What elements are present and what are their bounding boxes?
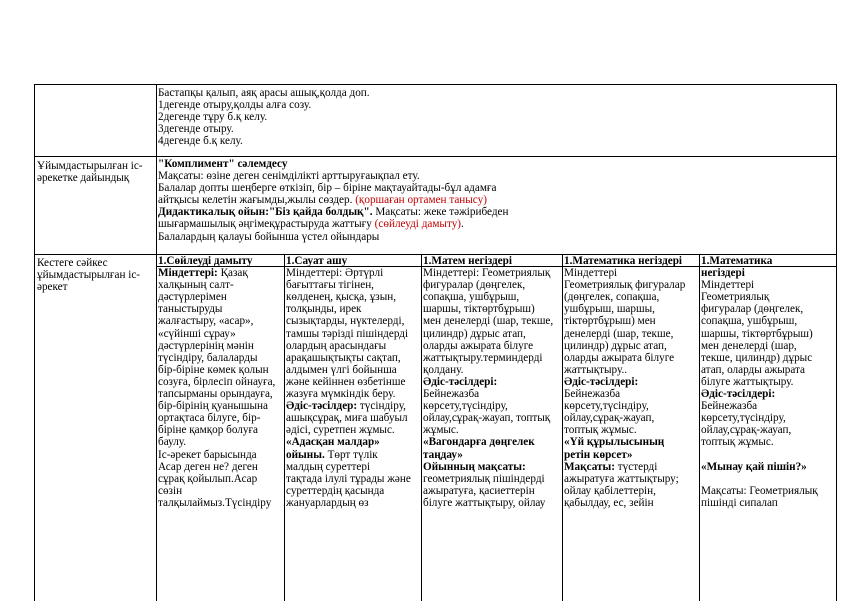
text-line: [158, 436, 283, 448]
text-line: [286, 267, 420, 279]
plain-text: ойлау,сұрақ-жауап, топтық: [423, 412, 551, 425]
bold-text: ретін көрсет»: [564, 448, 633, 461]
plain-text: халқының салт-: [158, 279, 234, 292]
text-line: [423, 412, 561, 424]
plain-text: Бейнежазба: [564, 388, 621, 401]
text-line: [286, 497, 420, 509]
plain-text: алдымен үлгі бойынша: [286, 363, 397, 376]
plain-text: ойлау,сұрақ-жауап,: [564, 412, 655, 425]
preparation-content: "Комплимент" сәлемдесу Мақсаты: өзіне деген сенімділікті арттыруғаықпал ету. Балалар допты шеңберге өткізіп, бір – біріне мақтауайтады-бұл адамға айтқысы келетін жағымды,жылы сөздер. (қоршаған ортамен танысу) Дидактикалық ойын:"Біз қайда болдық". Мақсаты: жеке тәжірибеден шығармашылық әңгімеқұрастыруда жаттығу (сөйлеуді дамыту). Балалардың қалауы бойынша үстел ойындары: [158, 158, 834, 243]
text-line: [423, 461, 561, 473]
text-line: [564, 388, 698, 400]
plain-text: көлденең, қысқа, ұзын,: [286, 291, 397, 304]
plain-text: ойлау қабілеттерін,: [564, 484, 656, 497]
text-line: [564, 461, 698, 473]
text-line: [701, 352, 835, 364]
subject-tag: (сөйлеуді дамыту): [374, 218, 462, 231]
activity-math-basics: [423, 255, 561, 509]
text-line: [158, 473, 283, 485]
plain-text: «сүйінші сұрау»: [158, 327, 236, 340]
text-line: [158, 267, 283, 279]
plain-text: шаршы, тіктөртбұрыш): [423, 303, 535, 316]
text-line: [423, 485, 561, 497]
text-line: [701, 376, 835, 388]
text-line: [701, 303, 835, 315]
bold-text: таңдау»: [423, 448, 463, 461]
text-line: [158, 279, 283, 291]
plain-text: цилиндр) дұрыс атап,: [423, 327, 526, 340]
text-line: [564, 436, 698, 448]
text-line: Балалар допты шеңберге өткізіп, бір – біріне мақтауайтады-бұл адамға: [158, 182, 497, 195]
bold-text: «Мынау қай пішін?»: [701, 460, 807, 473]
plain-text: (дөңгелек, сопақша,: [564, 291, 660, 304]
text-line: [158, 388, 283, 400]
text-line: [158, 412, 283, 424]
text-line: [423, 436, 561, 448]
text-line: [286, 424, 420, 436]
plain-text: тақтада ілулі тұрады және: [286, 472, 411, 485]
text-line: [423, 352, 561, 364]
text-line: 2дегенде тұру б.қ келу.: [158, 111, 268, 124]
plain-text: дәстүрлерімен: [158, 291, 227, 304]
text-line: [701, 291, 835, 303]
text-line: [701, 328, 835, 340]
text-line: [564, 303, 698, 315]
plain-text: жаттықтыру.терминдерді: [423, 351, 543, 364]
plain-text: дәстүрлерінің мәнін: [158, 339, 254, 352]
plain-text: фигуралар (дөңгелек,: [423, 279, 526, 292]
plain-text: фигуралар (дөңгелек,: [701, 303, 804, 316]
plain-text: тамшы тәрізді пішіндерді: [286, 327, 409, 340]
plain-text: оларды ажырата білуге: [423, 339, 534, 352]
text-line: [423, 424, 561, 436]
text-line: [286, 376, 420, 388]
text-line: [564, 412, 698, 424]
plain-text: пішінді сипалап: [701, 496, 778, 509]
text-line: [423, 473, 561, 485]
text-line: [286, 315, 420, 327]
text-line: [701, 424, 835, 436]
plain-text: Асар деген не? деген: [158, 460, 258, 473]
text-line: Балалардың қалауы бойынша үстел ойындары: [158, 230, 380, 243]
text-line: [423, 340, 561, 352]
bold-text: 1.Сөйлеуді дамыту: [158, 255, 253, 267]
bold-text: Әдіс-тәсілдері:: [423, 375, 498, 388]
text-line: [701, 400, 835, 412]
plain-text: әдісі, суретпен жұмыс.: [286, 424, 395, 437]
text-line: [701, 267, 835, 279]
bold-text: Әдіс-тәсілдері:: [564, 375, 639, 388]
text-line: [158, 485, 283, 497]
text-line: [158, 340, 283, 352]
plain-text: көрсету,түсіндіру,: [423, 400, 508, 413]
text-line: [158, 424, 283, 436]
bold-text: «Үй құрылысының: [564, 436, 665, 449]
text-line: [286, 388, 420, 400]
text-line: [286, 461, 420, 473]
plain-text: Төрт түлік: [324, 448, 378, 461]
text-line: [564, 364, 698, 376]
row-label-preparation: Ұйымдастырылған іс- әрекетке дайындық: [37, 160, 143, 185]
bold-text: Ойынның мақсаты:: [423, 460, 526, 473]
plain-text: Іс-әрекет барысында: [158, 448, 257, 461]
column-divider: [421, 254, 422, 601]
text-line: [564, 340, 698, 352]
activity-literacy: [286, 255, 420, 509]
text-line: [423, 291, 561, 303]
plain-text: мен денелерді (шар, текше,: [423, 315, 554, 328]
text-line: [701, 436, 835, 448]
text-line: Бастапқы қалып, аяқ арасы ашық,қолда доп.: [158, 87, 370, 99]
text-line: [423, 303, 561, 315]
text-line: 4дегенде б.қ келу.: [158, 135, 243, 148]
text-line: [286, 449, 420, 461]
plain-text: бір-біріне көмек қолын: [158, 363, 269, 376]
plain-text: ойлау,сұрақ-жауап,: [701, 424, 792, 437]
text-line: [158, 400, 283, 412]
text-line: 1дегенде отыру,қолды алға созу.: [158, 99, 312, 112]
plain-text: арақашықтықты сақтап,: [286, 351, 401, 364]
text-line: [423, 449, 561, 461]
plain-text: суреттердің қасында: [286, 484, 385, 497]
activity-mathematics-basics: [564, 255, 698, 509]
plain-text: жаттықтыру..: [564, 363, 628, 376]
bold-text: «Вагондарға дөңгелек: [423, 436, 535, 449]
plain-text: бір-бірінің қуанышына: [158, 400, 268, 413]
plain-text: жалғастыру, «асар»,: [158, 315, 254, 328]
exercise-instructions: [158, 87, 834, 147]
text-line: [701, 255, 835, 267]
plain-text: бағыттағы тігінен,: [286, 279, 374, 292]
plain-text: атап, оларды ажырата: [701, 363, 806, 376]
text-line: [158, 461, 283, 473]
text-line: [564, 291, 698, 303]
column-divider: [284, 254, 285, 601]
bold-text: Әдіс-тәсілдер:: [286, 400, 358, 413]
schedule-table: [34, 84, 837, 601]
plain-text: ортақтаса білуге, бір-: [158, 412, 261, 425]
text-line: [286, 255, 420, 267]
plain-text: жазуға мүмкіндік беру.: [286, 388, 396, 401]
text-line: [701, 340, 835, 352]
row-divider: [34, 84, 837, 85]
plain-text: Қазақ: [217, 267, 248, 280]
text-line: [158, 449, 283, 461]
text-line: [158, 497, 283, 509]
plain-text: сұрақ қойылып.Асар: [158, 472, 258, 485]
plain-text: Міндеттері: [564, 267, 618, 280]
text-line: [423, 267, 561, 279]
plain-text: баулу.: [158, 436, 187, 449]
plain-text: таныстыруды: [158, 303, 223, 316]
bold-text: Міндеттері:: [158, 267, 218, 280]
text-line: [423, 497, 561, 509]
plain-text: талқылаймыз.Түсіндіру: [158, 496, 272, 509]
text-line: [286, 436, 420, 448]
plain-text: қолдану.: [423, 363, 464, 376]
column-divider: [156, 84, 157, 601]
plain-text: шаршы, тіктөртбұрыш): [701, 327, 813, 340]
plain-text: олардың арасындағы: [286, 339, 387, 352]
column-divider: [34, 84, 35, 601]
plain-text: білуге жаттықтыру.: [701, 375, 794, 388]
text-line: [158, 376, 283, 388]
plain-text: Геометриялық фигуралар: [564, 279, 686, 292]
text-line: [564, 473, 698, 485]
text-line: [286, 279, 420, 291]
plain-text: Міндеттері: Әртүрлі: [286, 267, 384, 280]
text-line: [423, 315, 561, 327]
plain-text: көрсету,түсіндіру,: [701, 412, 786, 425]
plain-text: түстерді: [614, 460, 658, 473]
plain-text: жұмыс.: [423, 424, 459, 437]
plain-text: сопақша, ушбұрыш,: [701, 315, 798, 328]
bold-text: Әдіс-тәсілдері:: [701, 388, 776, 401]
plain-text: денелерді (шар, текше,: [564, 327, 674, 340]
text-line: [158, 364, 283, 376]
greeting-title: "Комплимент" сәлемдесу: [158, 158, 288, 170]
plain-text: білуге жаттықтыру, ойлау: [423, 496, 546, 509]
bold-text: ойыны.: [286, 448, 325, 461]
text-line: [158, 315, 283, 327]
plain-text: Міндеттері: Геометриялық: [423, 267, 551, 280]
text-line: [158, 303, 283, 315]
plain-text: ажыратуға жаттықтыру;: [564, 472, 679, 485]
text-line: [564, 400, 698, 412]
text-line: [701, 279, 835, 291]
text-line: [423, 388, 561, 400]
bold-text: 1.Сауат ашу: [286, 255, 348, 267]
plain-text: ушбұрыш, шаршы,: [564, 303, 655, 316]
bold-text: Мақсаты:: [564, 460, 615, 473]
text-line: 3дегенде отыру.: [158, 123, 234, 136]
text-line: [158, 255, 283, 267]
text-line: [286, 473, 420, 485]
plain-text: Бейнежазба: [701, 400, 758, 413]
text-line: [564, 485, 698, 497]
text-line: [564, 352, 698, 364]
plain-text: сопақша, ушбұрыш,: [423, 291, 520, 304]
bold-text: 1.Математика: [701, 255, 773, 267]
row-label-scheduled-activity: Кестеге сәйкес ұйымдастырылған іс- әрекет: [37, 257, 141, 294]
text-line: [286, 412, 420, 424]
bold-text: 1.Математика негіздері: [564, 255, 683, 267]
plain-text: сөзін: [158, 484, 183, 497]
plain-text: Мақсаты: Геометриялық: [701, 484, 818, 497]
game-title: Дидактикалық ойын:"Біз қайда болдық".: [158, 206, 376, 219]
plain-text: ашықсұрақ, миға шабуыл: [286, 412, 408, 425]
text-line: [158, 328, 283, 340]
text-line: [701, 473, 835, 485]
text-line: [423, 328, 561, 340]
text-line: [423, 279, 561, 291]
plain-text: тапсырманы орындауға,: [158, 388, 273, 401]
text-line: [286, 328, 420, 340]
plain-text: түсіндіру,: [357, 400, 406, 413]
activity-speech-development: [158, 255, 283, 509]
plain-text: толқынды, ирек: [286, 303, 362, 316]
plain-text: топтық жұмыс.: [701, 436, 774, 449]
text-line: [286, 485, 420, 497]
text-line: [701, 485, 835, 497]
plain-text: Геометриялық: [701, 291, 770, 304]
text-line: [423, 364, 561, 376]
plain-text: ажыратуға, қасиеттерін: [423, 484, 535, 497]
column-divider: [836, 84, 837, 601]
text-line: [286, 400, 420, 412]
plain-text: Бейнежазба: [423, 388, 480, 401]
text-line: [423, 255, 561, 267]
text-line: Мақсаты: өзіне деген сенімділікті арттыруғаықпал ету.: [158, 170, 420, 183]
plain-text: тіктөртбұрыш) мен: [564, 315, 656, 328]
subject-tag: (қоршаған ортамен танысу): [355, 194, 487, 207]
text-line: [564, 376, 698, 388]
plain-text: текше, цилиндр) дұрыс: [701, 351, 813, 364]
bold-text: негіздері: [701, 267, 745, 280]
text-line: [564, 497, 698, 509]
text-line: [701, 315, 835, 327]
column-divider: [562, 254, 563, 601]
text-line: [286, 291, 420, 303]
text-line: [564, 449, 698, 461]
text-line: [701, 461, 835, 473]
text-line: [158, 291, 283, 303]
text-line: [158, 352, 283, 364]
plain-text: Міндеттері: [701, 279, 755, 292]
column-divider: [699, 254, 700, 601]
text-line: [701, 412, 835, 424]
row-divider: [34, 156, 837, 157]
plain-text: цилиндр) дұрыс атап,: [564, 339, 667, 352]
plain-text: оларды ажырата білуге: [564, 351, 675, 364]
plain-text: түсіндіру, балаларды: [158, 351, 258, 364]
text-line: [286, 364, 420, 376]
text-line: [564, 279, 698, 291]
text-line: [286, 352, 420, 364]
text-line: [423, 400, 561, 412]
plain-text: жануарлардың өз: [286, 496, 369, 509]
plain-text: созуға, бірлесіп ойнауға,: [158, 375, 276, 388]
text-line: [286, 340, 420, 352]
text-line: [701, 497, 835, 509]
text-line: [564, 328, 698, 340]
plain-text: малдың суреттері: [286, 460, 371, 473]
text-line: [701, 449, 835, 461]
text-line: [423, 376, 561, 388]
plain-text: қабылдау, ес, зейін: [564, 496, 654, 509]
text-line: [701, 364, 835, 376]
plain-text: сызықтарды, нүктелерді,: [286, 315, 405, 328]
plain-text: және кейіннен өзбетінше: [286, 375, 406, 388]
bold-text: 1.Матем негіздері: [423, 255, 512, 267]
plain-text: көрсету,түсіндіру,: [564, 400, 649, 413]
activity-mathematics-basics-2: [701, 255, 835, 509]
text-line: [286, 303, 420, 315]
text-line: [701, 388, 835, 400]
plain-text: геометриялық пішіндерді: [423, 472, 545, 485]
text-line: [564, 424, 698, 436]
plain-text: біріне қамқор болуға: [158, 424, 259, 437]
text-line: [564, 267, 698, 279]
plain-text: мен денелерді (шар,: [701, 339, 797, 352]
text-line: [564, 255, 698, 267]
bold-text: «Адасқан малдар»: [286, 436, 380, 449]
plain-text: топтық жұмыс.: [564, 424, 637, 437]
text-line: [564, 315, 698, 327]
